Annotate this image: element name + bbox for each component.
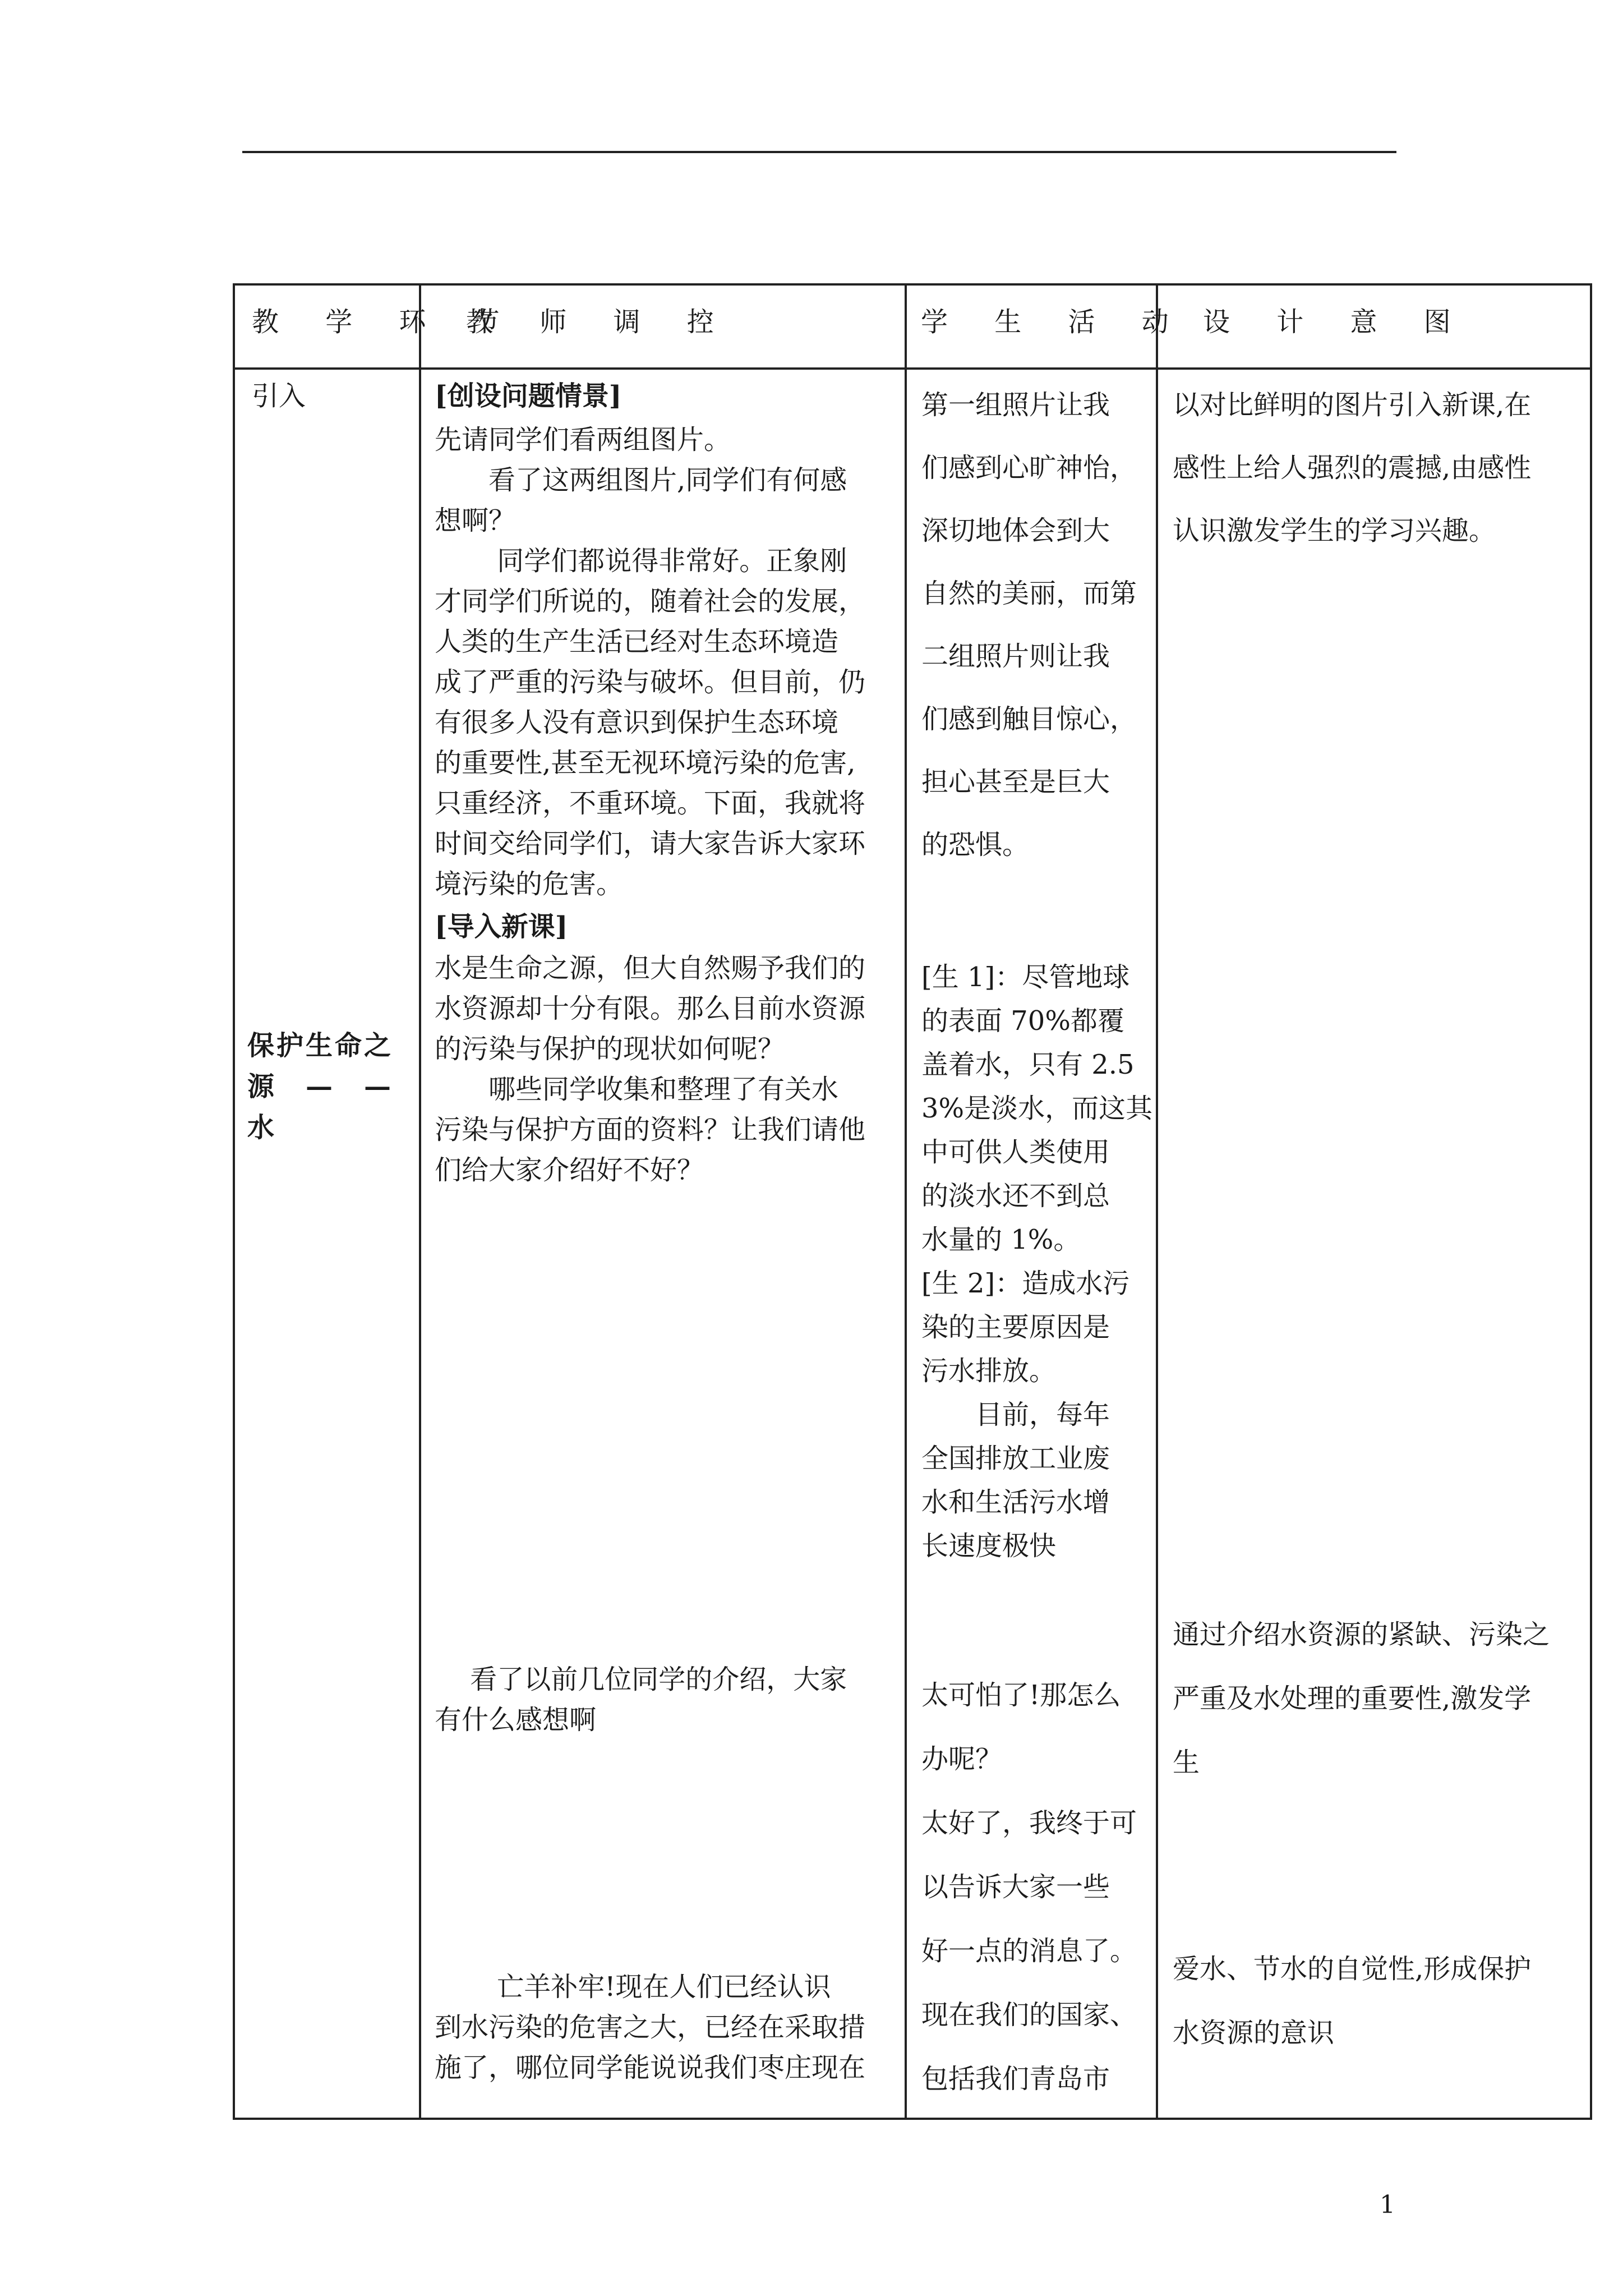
student-line: 担心甚至是巨大	[921, 766, 1110, 798]
student-line: 以告诉大家一些	[921, 1871, 1110, 1903]
student-line: 现在我们的国家、	[921, 1999, 1137, 2031]
student-line: 自然的美丽，而第	[921, 578, 1137, 609]
teacher-line: 看了这两组图片,同学们有何感	[435, 464, 847, 496]
intent-line: 通过介绍水资源的紧缺、污染之	[1173, 1619, 1550, 1650]
student-line: 太好了，我终于可	[921, 1807, 1137, 1839]
student-line: 水量的 1%。	[921, 1224, 1081, 1255]
teacher-line: 施了，哪位同学能说说我们枣庄现在	[435, 2052, 866, 2083]
teacher-line: 时间交给同学们，请大家告诉大家环	[435, 828, 866, 859]
teacher-line: 的重要性,甚至无视环境污染的危害,	[435, 747, 856, 779]
intent-line: 认识激发学生的学习兴趣。	[1173, 515, 1496, 546]
student-line: 的淡水还不到总	[921, 1180, 1110, 1212]
header-student: 学 生 活 动	[921, 306, 1188, 338]
teacher-line: 水是生命之源，但大自然赐予我们的	[435, 953, 866, 984]
student-line: 全国排放工业废	[921, 1443, 1110, 1474]
student-line: 长速度极快	[921, 1530, 1057, 1562]
intent-line: 严重及水处理的重要性,激发学	[1173, 1683, 1532, 1714]
teacher-line: 看了以前几位同学的介绍，大家	[435, 1664, 847, 1695]
teacher-line: 哪些同学收集和整理了有关水	[435, 1074, 839, 1105]
table-body-row	[234, 369, 1591, 2119]
teacher-line: 们给大家介绍好不好？	[435, 1154, 704, 1186]
teacher-line: 亡羊补牢!现在人们已经认识	[435, 1971, 831, 2003]
teacher-line: 同学们都说得非常好。正象刚	[435, 545, 847, 577]
student-line: 目前，每年	[921, 1399, 1110, 1430]
student-cell	[906, 369, 1157, 2119]
teacher-heading-new-lesson: [导入新课]	[435, 911, 568, 942]
student-line: [生 1]：尽管地球	[921, 961, 1130, 993]
topic-line: 保护生命之	[247, 1030, 394, 1061]
student-line: 3%是淡水，而这其	[921, 1093, 1153, 1124]
teacher-line: 想啊？	[435, 505, 516, 536]
intent-line: 生	[1173, 1747, 1200, 1778]
intent-line: 以对比鲜明的图片引入新课,在	[1173, 389, 1532, 421]
student-line: 第一组照片让我	[921, 389, 1110, 421]
page-number: 1	[1380, 2191, 1395, 2219]
student-line: 办呢？	[921, 1743, 1003, 1775]
student-line: 盖着水，只有 2.5	[921, 1049, 1135, 1080]
header-teacher: 教 师 调 控	[466, 306, 733, 338]
header-cell-intent	[1157, 284, 1591, 369]
student-line: 太可怕了!那怎么	[921, 1680, 1121, 1711]
teacher-line: 水资源却十分有限。那么目前水资源	[435, 993, 866, 1024]
student-line: 们感到心旷神怡，	[921, 452, 1137, 484]
student-line: 好一点的消息了。	[921, 1935, 1137, 1967]
topic-line: 水	[247, 1112, 275, 1143]
student-line: 的表面 70%都覆	[921, 1005, 1124, 1037]
intent-line: 感性上给人强烈的震撼,由感性	[1173, 452, 1532, 484]
teacher-line: 境污染的危害。	[435, 868, 624, 900]
teacher-line: 污染与保护方面的资料？让我们请他	[435, 1114, 866, 1145]
teacher-line: 有什么感想啊	[435, 1704, 597, 1736]
teacher-line: 到水污染的危害之大，已经在采取措	[435, 2012, 866, 2043]
header-intent: 设 计 意 图	[1203, 306, 1470, 338]
student-line: 污水排放。	[921, 1355, 1057, 1387]
header-cell-stage	[234, 284, 519, 369]
intent-line: 爱水、节水的自觉性,形成保护	[1173, 1953, 1532, 1985]
intent-line: 水资源的意识	[1173, 2017, 1335, 2049]
table-header-row	[234, 284, 1591, 369]
teacher-line: 成了严重的污染与破坏。但目前，仍	[435, 666, 866, 698]
lesson-plan-table	[233, 283, 1592, 2120]
topic-line: 源 — —	[247, 1071, 394, 1102]
student-line: 染的主要原因是	[921, 1312, 1110, 1343]
teacher-line: 的污染与保护的现状如何呢？	[435, 1033, 785, 1065]
teacher-line: 只重经济，不重环境。下面，我就将	[435, 788, 866, 819]
student-line: 包括我们青岛市	[921, 2063, 1110, 2095]
student-line: 们感到触目惊心，	[921, 703, 1137, 735]
intro-label: 引入	[252, 380, 306, 412]
student-line: 深切地体会到大	[921, 515, 1110, 546]
student-line: 二组照片则让我	[921, 641, 1110, 672]
intent-cell	[1157, 369, 1591, 2119]
teacher-line: 才同学们所说的，随着社会的发展，	[435, 586, 866, 617]
header-cell-teacher	[420, 284, 906, 369]
student-line: 中可供人类使用	[921, 1137, 1110, 1168]
header-rule	[242, 151, 1396, 153]
teacher-line: 有很多人没有意识到保护生态环境	[435, 707, 839, 738]
student-line: [生 2]：造成水污	[921, 1268, 1130, 1299]
teacher-line: 人类的生产生活已经对生态环境造	[435, 626, 839, 657]
student-line: 的恐惧。	[921, 829, 1030, 861]
teacher-heading-scenario: [创设问题情景]	[435, 380, 622, 412]
teacher-cell	[420, 369, 906, 2119]
stage-cell	[234, 369, 420, 2119]
header-cell-student	[906, 284, 1188, 369]
header-stage: 教 学 环 节	[252, 306, 519, 338]
student-line: 水和生活污水增	[921, 1487, 1110, 1518]
teacher-line: 先请同学们看两组图片。	[435, 424, 731, 455]
